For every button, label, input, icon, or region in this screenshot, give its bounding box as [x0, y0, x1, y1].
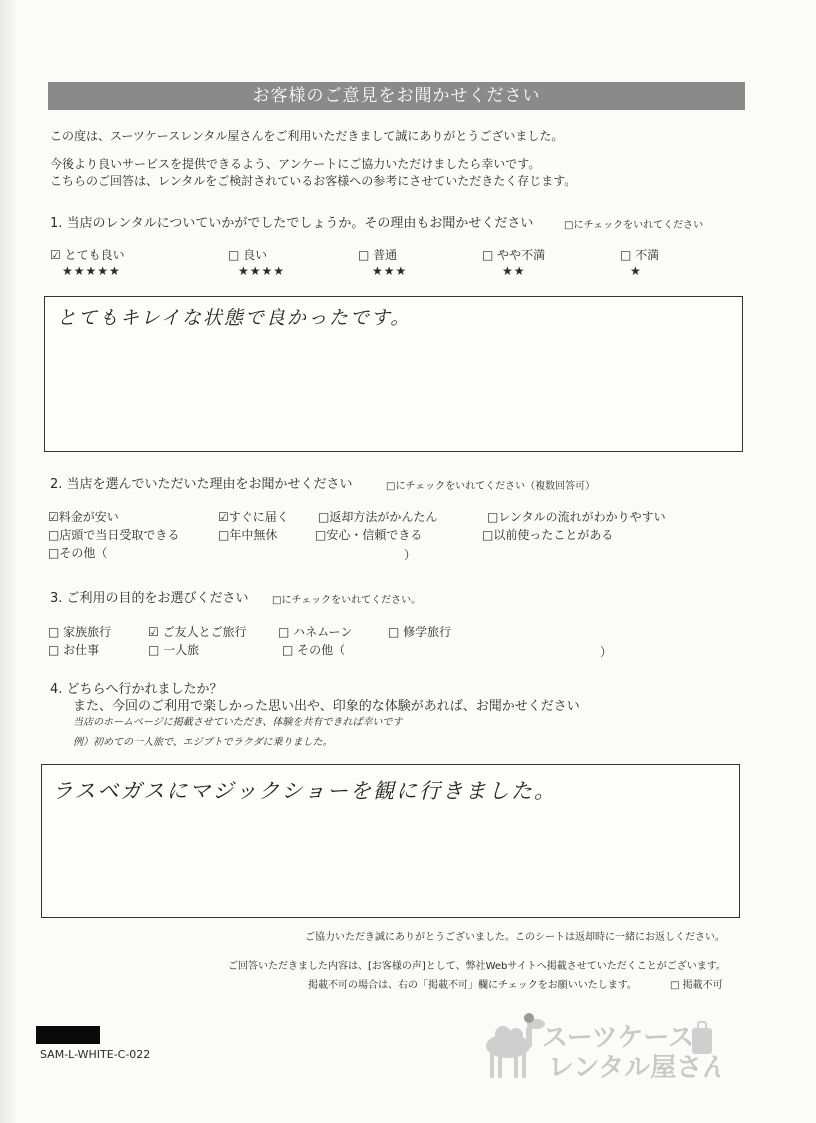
- q2-option-easy-flow[interactable]: [487, 509, 666, 525]
- q1-note: □にチェックをいれてください: [564, 220, 704, 231]
- rating-stars-3: ★★★: [372, 264, 408, 278]
- q1-option-somewhat-unsatisfied[interactable]: [482, 247, 545, 263]
- rating-stars-1: ★: [630, 264, 642, 278]
- rating-stars-4: ★★★★: [238, 264, 286, 278]
- intro-line-2: 今後より良いサービスを提供できるよう、アンケートにご協力いただけましたら幸いです。: [50, 157, 541, 171]
- option-label: 良い: [243, 248, 268, 262]
- option-label: 普通: [373, 248, 398, 262]
- logo-line-1: スーツケース: [542, 1023, 695, 1053]
- q2-question: 2. 当店を選んでいただいた理由をお聞かせください: [50, 477, 353, 492]
- option-label: 家族旅行: [63, 625, 112, 639]
- option-label: その他（: [297, 643, 346, 657]
- q2-option-other[interactable]: [48, 545, 107, 561]
- redaction-bar: [36, 1026, 100, 1044]
- form-code: SAM-L-WHITE-C-022: [40, 1048, 151, 1061]
- rating-stars-2: ★★: [502, 264, 526, 278]
- q3-option-other[interactable]: [282, 642, 345, 658]
- camel-logo-icon: [470, 1012, 720, 1082]
- q4-handwritten-answer: ラスベガスにマジックショーを観に行きました。: [52, 779, 557, 803]
- option-label: 年中無休: [229, 528, 278, 542]
- q3-option-solo-trip[interactable]: [148, 642, 199, 658]
- checkbox-icon: □: [482, 248, 494, 262]
- q3-other-close-paren: ）: [600, 645, 613, 659]
- q2-option-cheap[interactable]: [48, 509, 119, 525]
- q4-question-2: また、今回のご利用で楽しかった思い出や、印象的な体験があれば、お聞かせください: [73, 699, 580, 714]
- option-label: 店頭で当日受取できる: [59, 528, 180, 542]
- q2-option-trustworthy[interactable]: [315, 527, 422, 543]
- checkbox-icon: □: [148, 643, 160, 657]
- page-title: お客様のご意見をお聞かせください: [48, 82, 745, 110]
- q1-option-average[interactable]: [358, 247, 397, 263]
- logo-line-2: レンタル屋さん: [548, 1053, 720, 1082]
- checkbox-checked-icon: ☑: [148, 625, 159, 639]
- company-logo: [470, 1012, 720, 1082]
- q3-note: □にチェックをいれてください。: [272, 595, 422, 606]
- q2-option-same-day-pickup[interactable]: [48, 527, 179, 543]
- q2-option-fast-delivery[interactable]: [218, 509, 289, 525]
- checkbox-icon: □: [358, 248, 370, 262]
- footer-publish-note: ご回答いただきました内容は、[お客様の声]として、弊社Webサイトへ掲載させていただくことがございます。: [228, 961, 726, 972]
- checkbox-icon: □: [278, 625, 290, 639]
- q3-option-business[interactable]: [48, 642, 99, 658]
- option-label: ご友人とご旅行: [162, 625, 247, 639]
- intro-line-3: こちらのご回答は、レンタルをご検討されているお客様への参考にさせていただきたく存じます。: [50, 174, 577, 188]
- nopublish-label: 掲載不可: [682, 980, 723, 991]
- option-label: 安心・信頼できる: [326, 528, 423, 542]
- checkbox-checked-icon: ☑: [218, 510, 229, 524]
- q4-answer-box[interactable]: [41, 764, 740, 918]
- q1-answer-box[interactable]: [44, 296, 743, 452]
- q1-question: 1. 当店のレンタルについていかがでしたでしょうか。その理由もお聞かせください: [50, 216, 534, 231]
- checkbox-icon: □: [388, 625, 400, 639]
- option-label: レンタルの流れがわかりやすい: [498, 510, 666, 524]
- option-label: ハネムーン: [293, 625, 353, 639]
- nopublish-checkbox[interactable]: [670, 979, 723, 993]
- option-label: 料金が安い: [58, 510, 119, 524]
- checkbox-checked-icon: ☑: [48, 510, 59, 524]
- intro-line-1: この度は、スーツケースレンタル屋さんをご利用いただきまして誠にありがとうございました。: [50, 129, 564, 143]
- scan-edge-shadow: [0, 0, 18, 1123]
- footer-thanks: ご協力いただき誠にありがとうございました。このシートは返却時に一緒にお返しください。: [305, 932, 725, 943]
- option-label: やや不満: [497, 248, 546, 262]
- rating-stars-5: ★★★★★: [62, 264, 121, 278]
- option-label: 不満: [635, 248, 660, 262]
- checkbox-checked-icon: ☑: [50, 248, 61, 262]
- q2-option-easy-return[interactable]: [318, 509, 437, 525]
- q2-option-used-before[interactable]: [482, 527, 613, 543]
- option-label: お仕事: [63, 643, 100, 657]
- checkbox-icon: □: [218, 528, 230, 542]
- q3-option-school-trip[interactable]: [388, 624, 451, 640]
- q4-example: 例）初めての一人旅で、エジプトでラクダに乗りました。: [73, 737, 333, 748]
- option-label: 一人旅: [163, 643, 200, 657]
- checkbox-icon: □: [48, 643, 60, 657]
- checkbox-icon: □: [620, 248, 632, 262]
- q4-question: 4. どちらへ行かれましたか？: [50, 682, 223, 697]
- option-label: 返却方法がかんたん: [329, 510, 438, 524]
- checkbox-icon: □: [282, 643, 294, 657]
- checkbox-icon: □: [228, 248, 240, 262]
- checkbox-icon: □: [48, 625, 60, 639]
- q1-option-unsatisfied[interactable]: [620, 247, 659, 263]
- checkbox-icon: □: [48, 528, 60, 542]
- checkbox-icon: □: [482, 528, 494, 542]
- q3-option-friends-trip[interactable]: [148, 624, 247, 640]
- checkbox-icon: □: [48, 546, 60, 560]
- checkbox-icon: □: [487, 510, 499, 524]
- option-label: 修学旅行: [403, 625, 452, 639]
- q2-note: □にチェックをいれてください（複数回答可）: [386, 481, 596, 492]
- option-label: その他（: [59, 546, 108, 560]
- checkbox-icon: □: [315, 528, 327, 542]
- footer-nopublish-note: 掲載不可の場合は、右の「掲載不可」欄にチェックをお願いいたします。: [308, 980, 637, 991]
- q3-option-honeymoon[interactable]: [278, 624, 352, 640]
- q2-option-open-all-year[interactable]: [218, 527, 277, 543]
- q4-subtext: 当店のホームページに掲載させていただき、体験を共有できれば幸いです: [73, 717, 403, 728]
- q3-option-family-trip[interactable]: [48, 624, 111, 640]
- option-label: 以前使ったことがある: [493, 528, 614, 542]
- q2-other-close-paren: ）: [404, 548, 417, 562]
- q1-option-very-good[interactable]: [50, 247, 125, 263]
- option-label: とても良い: [64, 248, 125, 262]
- checkbox-icon: □: [670, 980, 680, 991]
- q3-question: 3. ご利用の目的をお選びください: [50, 591, 249, 606]
- q1-handwritten-answer: とてもキレイな状態で良かったです。: [57, 307, 412, 329]
- checkbox-icon: □: [318, 510, 330, 524]
- q1-option-good[interactable]: [228, 247, 267, 263]
- option-label: すぐに届く: [228, 510, 289, 524]
